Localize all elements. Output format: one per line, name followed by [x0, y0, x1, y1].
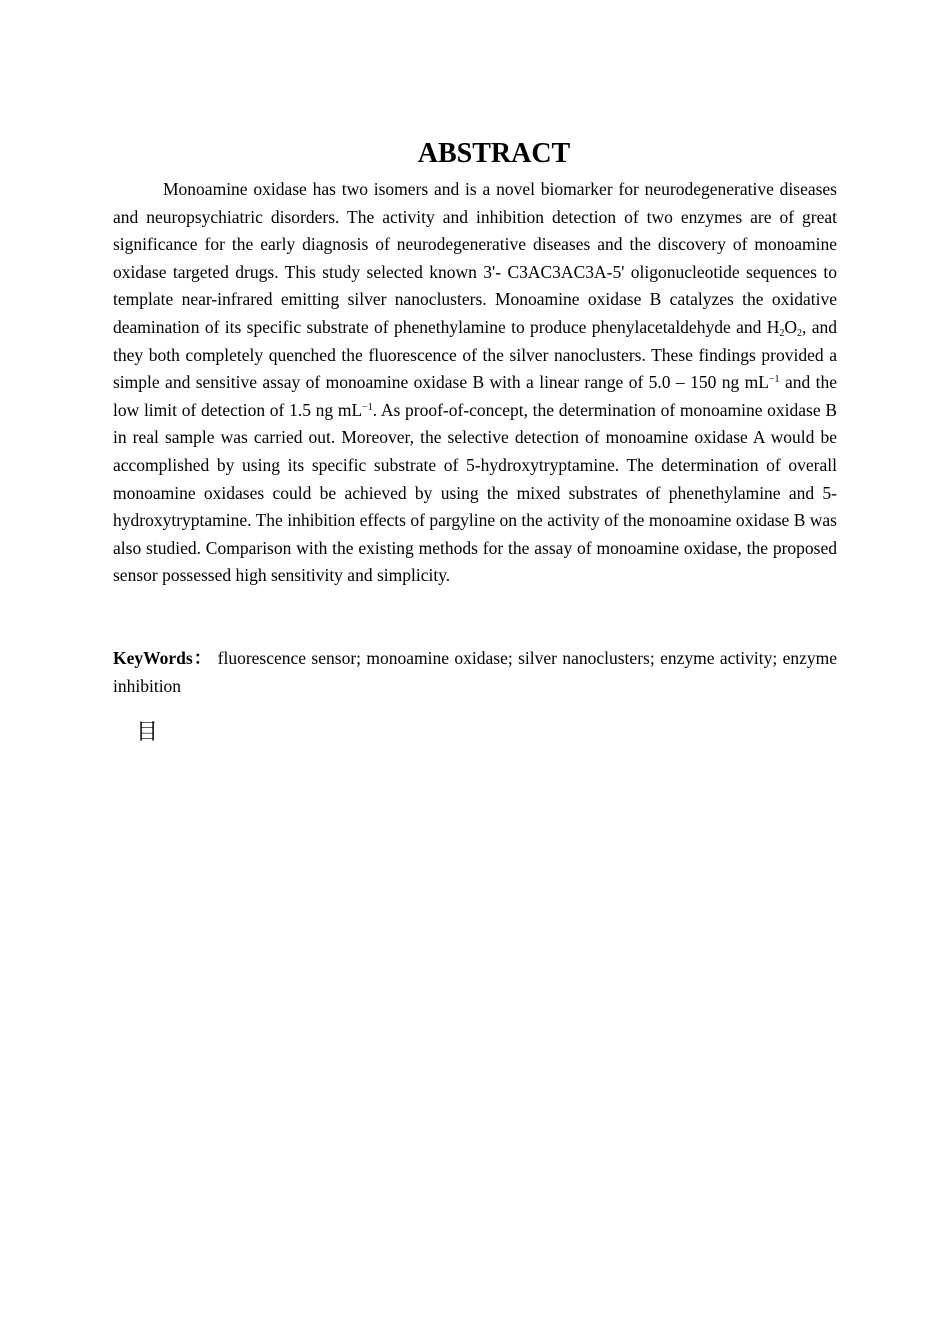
superscript-minus-one-a: −1 [768, 374, 780, 386]
subscript-2b: 2 [796, 327, 802, 339]
subscript-2a: 2 [779, 327, 785, 339]
keywords-line [113, 645, 837, 700]
abstract-title: ABSTRACT [417, 138, 571, 169]
abstract-text-part-3: and the low limit of detection of 1.5 ng mL [113, 372, 837, 420]
superscript-minus-one-b: −1 [362, 401, 373, 413]
oxygen-symbol: O [784, 316, 797, 337]
toc-heading-fragment: 目 [136, 720, 159, 745]
abstract-text-part-1: Monoamine oxidase has two isomers and is a novel biomarker for neurodegenerative diseases and neuropsychiatric disorders. The activity and inhibition detection of two enzymes are of great significance for the early diagnosis of neurodegenerative diseases and the discovery of monoamine oxidase targeted drugs. This study selected known 3'- C3AC3AC3A-5' oligonucleotide sequences to template near-infrared emitting silver nanoclusters. Monoamine oxidase B catalyzes the oxidative deamination of its specific substrate of phenethylamine to produce phenylacetaldehyde and H [113, 179, 837, 337]
keywords-label: KeyWords： [113, 648, 213, 668]
abstract-text-part-4: . As proof-of-concept, the determination of monoamine oxidase B in real sample was carried out. Moreover, the selective detection of monoamine oxidase A would be accomplished by using its specific substrate of 5-hydroxytryptamine. The determination of overall monoamine oxidases could be achieved by using the mixed substrates of phenethylamine and 5-hydroxytryptamine. The inhibition effects of pargyline on the activity of the monoamine oxidase B was also studied. Comparison with the existing methods for the assay of monoamine oxidase, the proposed sensor possessed high sensitivity and simplicity. [113, 399, 838, 586]
abstract-paragraph [113, 176, 837, 590]
abstract-text-part-2: , and they both completely quenched the fluorescence of the silver nanoclusters. These findings provided a simple and sensitive assay of monoamine oxidase B with a linear range of 5.0 – 150 ng mL [113, 316, 837, 393]
keywords-text: fluorescence sensor; monoamine oxidase; silver nanoclusters; enzyme activity; enzyme inhibition [113, 648, 838, 696]
